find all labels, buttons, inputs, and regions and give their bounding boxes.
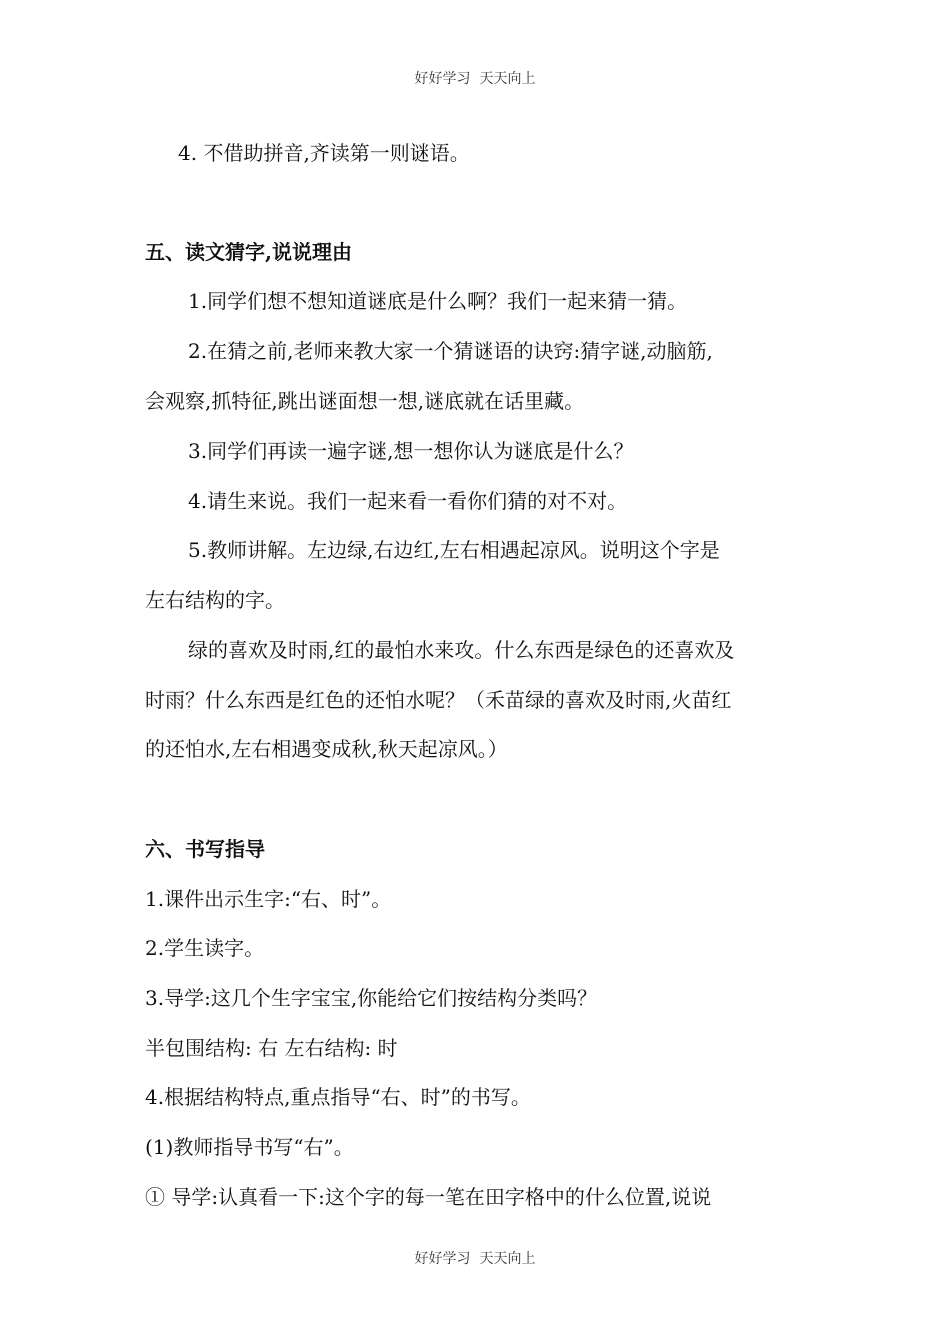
page-footer: 好好学习 天天向上 (414, 1251, 536, 1267)
paragraph-line: 的还怕水,左右相遇变成秋,秋天起凉风。） (145, 737, 508, 761)
section-heading: 五、读文猜字,说说理由 (145, 240, 352, 264)
paragraph-line: 半包围结构: 右 左右结构: 时 (145, 1036, 398, 1060)
section-heading: 六、书写指导 (145, 837, 265, 861)
paragraph-line: 3.同学们再读一遍字谜,想一想你认为谜底是什么？ (188, 439, 634, 463)
paragraph-line: 4.根据结构特点,重点指导“右、时”的书写。 (145, 1085, 531, 1109)
paragraph-line: 绿的喜欢及时雨,红的最怕水来攻。什么东西是绿色的还喜欢及 (188, 638, 735, 662)
page-header: 好好学习 天天向上 (414, 71, 536, 87)
paragraph-line: 3.导学:这几个生字宝宝,你能给它们按结构分类吗？ (145, 986, 598, 1010)
paragraph-line: 5.教师讲解。左边绿,右边红,左右相遇起凉风。说明这个字是 (188, 538, 720, 562)
paragraph-line: 2.学生读字。 (145, 936, 265, 960)
paragraph-line: 4. 不借助拼音,齐读第一则谜语。 (178, 141, 470, 165)
paragraph-line: (1)教师指导书写“右”。 (145, 1135, 354, 1159)
paragraph-line: 会观察,抓特征,跳出谜面想一想,谜底就在话里藏。 (145, 389, 585, 413)
paragraph-line: ① 导学:认真看一下:这个字的每一笔在田字格中的什么位置,说说 (145, 1185, 712, 1209)
paragraph-line: 4.请生来说。我们一起来看一看你们猜的对不对。 (188, 489, 628, 513)
paragraph-line: 2.在猜之前,老师来教大家一个猜谜语的诀窍:猜字谜,动脑筋, (188, 339, 713, 363)
paragraph-line: 1.课件出示生字:“右、时”。 (145, 887, 392, 911)
paragraph-line: 左右结构的字。 (145, 588, 285, 612)
paragraph-line: 1.同学们想不想知道谜底是什么啊？我们一起来猜一猜。 (188, 289, 688, 313)
paragraph-line: 时雨？什么东西是红色的还怕水呢？（禾苗绿的喜欢及时雨,火苗红 (145, 688, 732, 712)
